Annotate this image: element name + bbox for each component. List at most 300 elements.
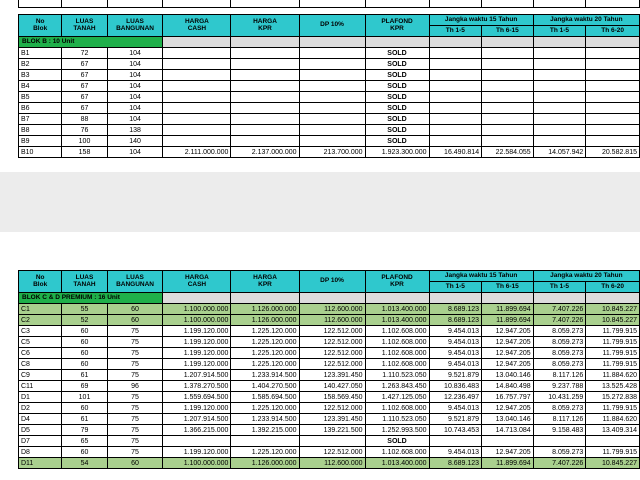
cell-luas-tanah: 60 bbox=[62, 337, 107, 348]
cell-value bbox=[482, 70, 534, 81]
cell-value: 14.713.084 bbox=[482, 425, 534, 436]
cell-value: 8.059.273 bbox=[533, 326, 586, 337]
cell-value bbox=[231, 125, 299, 136]
cell-value bbox=[482, 92, 534, 103]
cell-value: 1.233.914.500 bbox=[231, 414, 299, 425]
cell-luas-bangunan: 96 bbox=[107, 381, 163, 392]
table-row bbox=[19, 315, 640, 326]
price-table-blok-cd bbox=[18, 270, 640, 469]
cell-blok: B4 bbox=[19, 81, 62, 92]
cell-value: 8.689.123 bbox=[429, 315, 482, 326]
cell-luas-tanah: 88 bbox=[62, 114, 107, 125]
cell-luas-bangunan: 75 bbox=[107, 447, 163, 458]
cell-value: 8.059.273 bbox=[533, 348, 586, 359]
cell-blok: B2 bbox=[19, 59, 62, 70]
cell-value: 11.799.915 bbox=[586, 403, 640, 414]
cell-blok: B9 bbox=[19, 136, 62, 147]
cell-luas-tanah: 61 bbox=[62, 414, 107, 425]
cell-value bbox=[429, 81, 482, 92]
table-row bbox=[19, 370, 640, 381]
cell-blok: C5 bbox=[19, 337, 62, 348]
cell-value: 8.117.126 bbox=[533, 370, 586, 381]
cell-luas-bangunan: 75 bbox=[107, 425, 163, 436]
cell-luas-tanah: 65 bbox=[62, 436, 107, 447]
cell-value: 139.221.500 bbox=[299, 425, 365, 436]
cell-value bbox=[163, 81, 231, 92]
table-row bbox=[19, 414, 640, 425]
cell-value: 122.512.000 bbox=[299, 348, 365, 359]
cell-luas-bangunan: 60 bbox=[107, 458, 163, 469]
cell-value: 7.407.226 bbox=[533, 304, 586, 315]
cell-value: 112.600.000 bbox=[299, 458, 365, 469]
cell-blok: C6 bbox=[19, 348, 62, 359]
cell-blok: D4 bbox=[19, 414, 62, 425]
cell-value: 1.225.120.000 bbox=[231, 359, 299, 370]
cell-value: 9.454.013 bbox=[429, 359, 482, 370]
cell-value bbox=[429, 103, 482, 114]
cell-value: 16.757.797 bbox=[482, 392, 534, 403]
cell-value: 15.272.838 bbox=[586, 392, 640, 403]
page-gap bbox=[0, 172, 640, 232]
cell-value: 1.126.000.000 bbox=[231, 315, 299, 326]
cell-luas-tanah: 60 bbox=[62, 403, 107, 414]
header-harga-cash: HARGA CASH bbox=[163, 15, 231, 37]
cell-value: 1.126.000.000 bbox=[231, 458, 299, 469]
table-row bbox=[19, 447, 640, 458]
cell-value bbox=[231, 136, 299, 147]
cell-luas-tanah: 61 bbox=[62, 370, 107, 381]
cell-value: 1.392.215.000 bbox=[231, 425, 299, 436]
table-row bbox=[19, 381, 640, 392]
cell-value: 11.799.915 bbox=[586, 359, 640, 370]
cell-value bbox=[299, 436, 365, 447]
header-luas-bangunan: LUAS BANGUNAN bbox=[107, 15, 163, 37]
sold-badge: SOLD bbox=[365, 103, 429, 114]
cell-value: 9.454.013 bbox=[429, 447, 482, 458]
cell-value bbox=[429, 125, 482, 136]
cell-value: 12.947.205 bbox=[482, 403, 534, 414]
cell-value: 1.110.523.050 bbox=[365, 414, 429, 425]
cell-value: 1.585.694.500 bbox=[231, 392, 299, 403]
cell-luas-tanah: 55 bbox=[62, 304, 107, 315]
cell-value bbox=[299, 92, 365, 103]
header-dp: DP 10% bbox=[299, 15, 365, 37]
cell-value: 1.102.608.000 bbox=[365, 337, 429, 348]
cell-value bbox=[231, 59, 299, 70]
cell-blok: C1 bbox=[19, 304, 62, 315]
cell-value: 11.799.915 bbox=[586, 337, 640, 348]
cell-luas-bangunan: 140 bbox=[107, 136, 163, 147]
cell-value: 12.947.205 bbox=[482, 359, 534, 370]
cell-value: 1.207.914.500 bbox=[163, 370, 231, 381]
cell-value: 10.845.227 bbox=[586, 458, 640, 469]
header-plafond: PLAFOND KPR bbox=[365, 15, 429, 37]
cell-value: 13.409.314 bbox=[586, 425, 640, 436]
cell-luas-tanah: 79 bbox=[62, 425, 107, 436]
cell-value: 11.884.620 bbox=[586, 370, 640, 381]
sold-badge: SOLD bbox=[365, 92, 429, 103]
cell-value: 1.366.215.000 bbox=[163, 425, 231, 436]
prev-table-edge bbox=[18, 0, 640, 8]
header-th1-5-b: Th 1-5 bbox=[533, 282, 586, 293]
cell-luas-bangunan: 104 bbox=[107, 92, 163, 103]
table-row bbox=[19, 70, 640, 81]
cell-value: 2.137.000.000 bbox=[231, 147, 299, 158]
table-row bbox=[19, 125, 640, 136]
table-row bbox=[19, 48, 640, 59]
cell-value: 1.100.000.000 bbox=[163, 304, 231, 315]
cell-value: 1.199.120.000 bbox=[163, 403, 231, 414]
cell-value: 11.799.915 bbox=[586, 447, 640, 458]
cell-value: 8.059.273 bbox=[533, 403, 586, 414]
table-row bbox=[19, 359, 640, 370]
cell-value bbox=[586, 436, 640, 447]
table-row bbox=[19, 348, 640, 359]
cell-luas-tanah: 67 bbox=[62, 103, 107, 114]
sold-badge: SOLD bbox=[365, 81, 429, 92]
cell-value: 1.199.120.000 bbox=[163, 348, 231, 359]
cell-value: 158.569.450 bbox=[299, 392, 365, 403]
table-row bbox=[19, 326, 640, 337]
cell-value bbox=[482, 48, 534, 59]
header-th1-5-b: Th 1-5 bbox=[533, 26, 586, 37]
cell-value bbox=[429, 136, 482, 147]
sold-badge: SOLD bbox=[365, 114, 429, 125]
sold-badge: SOLD bbox=[365, 59, 429, 70]
cell-value: 9.454.013 bbox=[429, 337, 482, 348]
cell-value: 1.378.270.500 bbox=[163, 381, 231, 392]
cell-value bbox=[429, 436, 482, 447]
cell-value: 1.102.608.000 bbox=[365, 447, 429, 458]
header-th6-15: Th 6-15 bbox=[482, 282, 534, 293]
cell-luas-tanah: 76 bbox=[62, 125, 107, 136]
cell-value bbox=[482, 59, 534, 70]
cell-luas-tanah: 158 bbox=[62, 147, 107, 158]
cell-value: 1.404.270.500 bbox=[231, 381, 299, 392]
sold-badge: SOLD bbox=[365, 70, 429, 81]
cell-luas-tanah: 101 bbox=[62, 392, 107, 403]
cell-value bbox=[533, 136, 586, 147]
cell-blok: B3 bbox=[19, 70, 62, 81]
cell-value: 8.117.126 bbox=[533, 414, 586, 425]
cell-value: 13.040.146 bbox=[482, 414, 534, 425]
cell-luas-bangunan: 75 bbox=[107, 348, 163, 359]
cell-luas-bangunan: 104 bbox=[107, 81, 163, 92]
header-jangka-20: Jangka waktu 20 Tahun bbox=[533, 271, 639, 282]
cell-luas-bangunan: 75 bbox=[107, 359, 163, 370]
table-row bbox=[19, 403, 640, 414]
cell-luas-bangunan: 75 bbox=[107, 326, 163, 337]
cell-blok: C9 bbox=[19, 370, 62, 381]
cell-value: 1.100.000.000 bbox=[163, 458, 231, 469]
cell-value: 1.923.300.000 bbox=[365, 147, 429, 158]
cell-value: 122.512.000 bbox=[299, 337, 365, 348]
cell-value bbox=[586, 48, 640, 59]
cell-value: 10.431.259 bbox=[533, 392, 586, 403]
cell-value: 12.947.205 bbox=[482, 348, 534, 359]
cell-value: 9.521.879 bbox=[429, 414, 482, 425]
cell-value bbox=[163, 70, 231, 81]
cell-value: 1.199.120.000 bbox=[163, 447, 231, 458]
cell-value: 20.582.815 bbox=[586, 147, 640, 158]
cell-luas-tanah: 60 bbox=[62, 359, 107, 370]
cell-value: 8.059.273 bbox=[533, 337, 586, 348]
cell-luas-tanah: 72 bbox=[62, 48, 107, 59]
cell-value: 1.225.120.000 bbox=[231, 348, 299, 359]
cell-blok: D8 bbox=[19, 447, 62, 458]
table-row bbox=[19, 136, 640, 147]
cell-value bbox=[586, 136, 640, 147]
header-plafond: PLAFOND KPR bbox=[365, 271, 429, 293]
cell-luas-bangunan: 75 bbox=[107, 337, 163, 348]
cell-value: 12.947.205 bbox=[482, 447, 534, 458]
cell-value bbox=[231, 114, 299, 125]
cell-value: 7.407.226 bbox=[533, 458, 586, 469]
table-row bbox=[19, 436, 640, 447]
cell-value bbox=[586, 103, 640, 114]
cell-value bbox=[231, 70, 299, 81]
cell-value: 10.845.227 bbox=[586, 304, 640, 315]
cell-luas-bangunan: 104 bbox=[107, 114, 163, 125]
cell-luas-tanah: 67 bbox=[62, 92, 107, 103]
cell-value: 11.799.915 bbox=[586, 348, 640, 359]
header-jangka-15: Jangka waktu 15 Tahun bbox=[429, 15, 533, 26]
cell-value: 140.427.050 bbox=[299, 381, 365, 392]
table-row bbox=[19, 304, 640, 315]
cell-blok: B10 bbox=[19, 147, 62, 158]
cell-value: 1.013.400.000 bbox=[365, 458, 429, 469]
cell-value bbox=[533, 436, 586, 447]
cell-value: 11.899.694 bbox=[482, 304, 534, 315]
cell-luas-bangunan: 104 bbox=[107, 147, 163, 158]
cell-value: 11.899.694 bbox=[482, 458, 534, 469]
cell-value: 1.013.400.000 bbox=[365, 315, 429, 326]
cell-value bbox=[482, 136, 534, 147]
cell-value: 10.743.453 bbox=[429, 425, 482, 436]
cell-value: 1.102.608.000 bbox=[365, 348, 429, 359]
cell-blok: B8 bbox=[19, 125, 62, 136]
cell-value: 122.512.000 bbox=[299, 403, 365, 414]
cell-value: 22.584.055 bbox=[482, 147, 534, 158]
cell-blok: D1 bbox=[19, 392, 62, 403]
cell-value: 1.233.914.500 bbox=[231, 370, 299, 381]
cell-value bbox=[482, 103, 534, 114]
table-row bbox=[19, 458, 640, 469]
cell-value: 1.225.120.000 bbox=[231, 326, 299, 337]
cell-value bbox=[429, 92, 482, 103]
cell-value: 14.057.942 bbox=[533, 147, 586, 158]
header-no-blok: No Blok bbox=[19, 15, 62, 37]
header-harga-kpr: HARGA KPR bbox=[231, 15, 299, 37]
cell-luas-bangunan: 75 bbox=[107, 414, 163, 425]
cell-value: 16.490.814 bbox=[429, 147, 482, 158]
cell-value bbox=[586, 81, 640, 92]
sold-badge: SOLD bbox=[365, 136, 429, 147]
cell-value bbox=[163, 436, 231, 447]
cell-value: 9.454.013 bbox=[429, 326, 482, 337]
cell-value: 9.521.879 bbox=[429, 370, 482, 381]
cell-blok: D7 bbox=[19, 436, 62, 447]
cell-value bbox=[231, 92, 299, 103]
cell-value: 1.199.120.000 bbox=[163, 337, 231, 348]
cell-luas-tanah: 60 bbox=[62, 326, 107, 337]
cell-value: 13.040.146 bbox=[482, 370, 534, 381]
cell-value: 8.059.273 bbox=[533, 359, 586, 370]
price-table-blok-b bbox=[18, 14, 640, 158]
cell-luas-bangunan: 60 bbox=[107, 304, 163, 315]
cell-value bbox=[533, 114, 586, 125]
cell-value bbox=[299, 81, 365, 92]
cell-luas-bangunan: 60 bbox=[107, 315, 163, 326]
cell-luas-bangunan: 75 bbox=[107, 370, 163, 381]
table-row bbox=[19, 81, 640, 92]
cell-luas-tanah: 100 bbox=[62, 136, 107, 147]
cell-value bbox=[586, 70, 640, 81]
cell-luas-bangunan: 104 bbox=[107, 103, 163, 114]
cell-luas-bangunan: 75 bbox=[107, 392, 163, 403]
cell-value bbox=[231, 103, 299, 114]
cell-value: 7.407.226 bbox=[533, 315, 586, 326]
cell-value: 10.836.483 bbox=[429, 381, 482, 392]
cell-blok: D5 bbox=[19, 425, 62, 436]
cell-value bbox=[533, 81, 586, 92]
header-no-blok: No Blok bbox=[19, 271, 62, 293]
cell-value: 1.225.120.000 bbox=[231, 337, 299, 348]
table-row bbox=[19, 392, 640, 403]
cell-value bbox=[163, 103, 231, 114]
cell-value: 1.102.608.000 bbox=[365, 403, 429, 414]
cell-value bbox=[533, 103, 586, 114]
cell-blok: C8 bbox=[19, 359, 62, 370]
cell-luas-bangunan: 104 bbox=[107, 48, 163, 59]
cell-value: 14.840.498 bbox=[482, 381, 534, 392]
cell-value: 1.199.120.000 bbox=[163, 359, 231, 370]
cell-value bbox=[163, 125, 231, 136]
cell-value: 1.225.120.000 bbox=[231, 403, 299, 414]
cell-value: 1.559.694.500 bbox=[163, 392, 231, 403]
cell-value: 9.237.788 bbox=[533, 381, 586, 392]
header-luas-tanah: LUAS TANAH bbox=[62, 15, 107, 37]
cell-value bbox=[163, 92, 231, 103]
cell-blok: B1 bbox=[19, 48, 62, 59]
cell-value bbox=[482, 81, 534, 92]
cell-value bbox=[299, 136, 365, 147]
header-dp: DP 10% bbox=[299, 271, 365, 293]
cell-value bbox=[299, 70, 365, 81]
cell-value: 13.525.428 bbox=[586, 381, 640, 392]
cell-value: 2.111.000.000 bbox=[163, 147, 231, 158]
sold-badge: SOLD bbox=[365, 436, 429, 447]
cell-value bbox=[163, 48, 231, 59]
cell-value: 1.199.120.000 bbox=[163, 326, 231, 337]
cell-value bbox=[163, 114, 231, 125]
cell-value: 8.059.273 bbox=[533, 447, 586, 458]
cell-value bbox=[299, 114, 365, 125]
cell-value bbox=[533, 92, 586, 103]
cell-value bbox=[429, 114, 482, 125]
cell-value bbox=[429, 48, 482, 59]
cell-value bbox=[429, 59, 482, 70]
cell-luas-bangunan: 138 bbox=[107, 125, 163, 136]
cell-value: 123.391.450 bbox=[299, 370, 365, 381]
cell-luas-bangunan: 104 bbox=[107, 59, 163, 70]
sold-badge: SOLD bbox=[365, 48, 429, 59]
cell-value: 10.845.227 bbox=[586, 315, 640, 326]
cell-value: 11.884.620 bbox=[586, 414, 640, 425]
cell-value: 8.689.123 bbox=[429, 304, 482, 315]
header-harga-kpr: HARGA KPR bbox=[231, 271, 299, 293]
cell-luas-tanah: 60 bbox=[62, 348, 107, 359]
cell-value bbox=[482, 114, 534, 125]
cell-value bbox=[231, 81, 299, 92]
cell-value: 12.236.497 bbox=[429, 392, 482, 403]
cell-value bbox=[163, 136, 231, 147]
cell-value: 112.600.000 bbox=[299, 315, 365, 326]
table-row bbox=[19, 103, 640, 114]
table-row bbox=[19, 59, 640, 70]
cell-blok: D11 bbox=[19, 458, 62, 469]
cell-value bbox=[586, 125, 640, 136]
cell-luas-bangunan: 75 bbox=[107, 436, 163, 447]
cell-blok: C11 bbox=[19, 381, 62, 392]
cell-value bbox=[299, 103, 365, 114]
cell-luas-tanah: 54 bbox=[62, 458, 107, 469]
cell-value: 1.252.993.500 bbox=[365, 425, 429, 436]
cell-value bbox=[533, 70, 586, 81]
cell-luas-bangunan: 104 bbox=[107, 70, 163, 81]
cell-value bbox=[163, 59, 231, 70]
cell-blok: B5 bbox=[19, 92, 62, 103]
cell-value: 9.158.483 bbox=[533, 425, 586, 436]
cell-value: 12.947.205 bbox=[482, 337, 534, 348]
cell-value: 1.102.608.000 bbox=[365, 359, 429, 370]
header-harga-cash: HARGA CASH bbox=[163, 271, 231, 293]
header-th1-5: Th 1-5 bbox=[429, 26, 482, 37]
header-luas-tanah: LUAS TANAH bbox=[62, 271, 107, 293]
header-th6-15: Th 6-15 bbox=[482, 26, 534, 37]
cell-value: 9.454.013 bbox=[429, 403, 482, 414]
cell-value bbox=[299, 48, 365, 59]
cell-value: 213.700.000 bbox=[299, 147, 365, 158]
cell-value bbox=[231, 48, 299, 59]
header-jangka-15: Jangka waktu 15 Tahun bbox=[429, 271, 533, 282]
cell-blok: C2 bbox=[19, 315, 62, 326]
header-th1-5: Th 1-5 bbox=[429, 282, 482, 293]
cell-value bbox=[533, 59, 586, 70]
cell-value: 123.391.450 bbox=[299, 414, 365, 425]
cell-blok: D2 bbox=[19, 403, 62, 414]
cell-value bbox=[533, 125, 586, 136]
header-th6-20: Th 6-20 bbox=[586, 26, 640, 37]
cell-blok: B7 bbox=[19, 114, 62, 125]
table-row bbox=[19, 147, 640, 158]
table-row bbox=[19, 92, 640, 103]
table-row bbox=[19, 114, 640, 125]
cell-value bbox=[482, 125, 534, 136]
cell-value: 112.600.000 bbox=[299, 304, 365, 315]
cell-value: 1.013.400.000 bbox=[365, 304, 429, 315]
cell-value bbox=[299, 125, 365, 136]
cell-blok: B6 bbox=[19, 103, 62, 114]
cell-value: 1.110.523.050 bbox=[365, 370, 429, 381]
header-jangka-20: Jangka waktu 20 Tahun bbox=[533, 15, 639, 26]
cell-value bbox=[586, 114, 640, 125]
cell-value bbox=[586, 59, 640, 70]
sold-badge: SOLD bbox=[365, 125, 429, 136]
cell-value: 122.512.000 bbox=[299, 447, 365, 458]
cell-luas-bangunan: 75 bbox=[107, 403, 163, 414]
cell-value bbox=[299, 59, 365, 70]
